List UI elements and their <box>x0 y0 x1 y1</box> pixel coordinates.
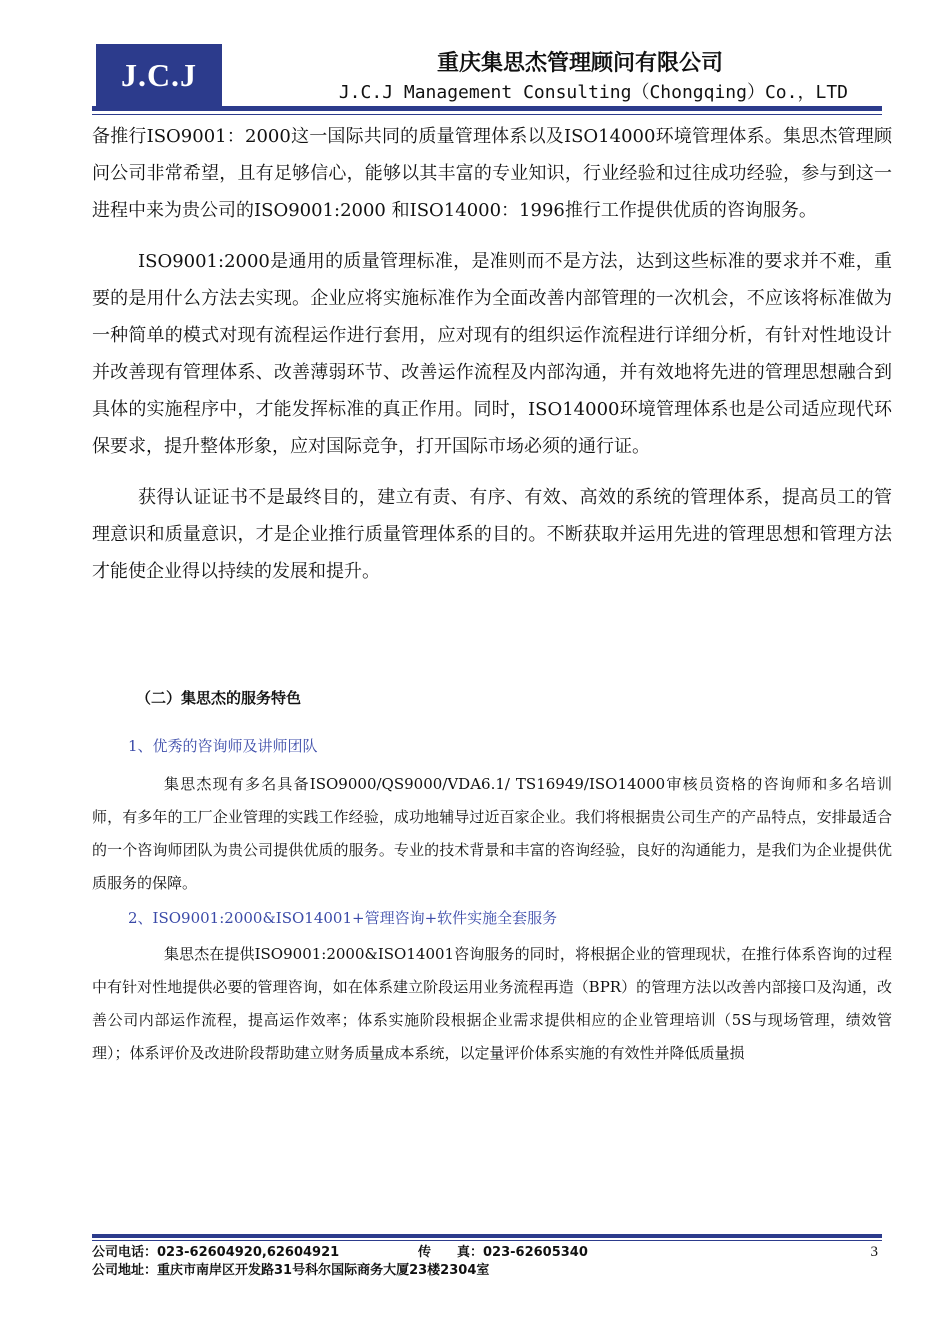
paragraph-services: 集思杰在提供ISO9001:2000&ISO14001咨询服务的同时，将根据企业的管理现状，在推行体系咨询的过程中有针对性地提供必要的管理咨询，如在体系建立阶段运用业务流程再造（BPR）的管理方法以改善内部接口及沟通，改善公司内部运作流程，提高运作效率；体系实施阶段根据企业需求提供相应的企业管理培训（5S与现场管理，绩效管理）；体系评价及改进阶段帮助建立财务质量成本系统，以定量评价体系实施的有效性并降低质量损 <box>92 945 892 1062</box>
footer-rule-thin <box>92 1240 882 1241</box>
subsection-title-services: 2、ISO9001:2000&ISO14001+管理咨询+软件实施全套服务 <box>128 909 558 927</box>
company-name-en: J.C.J Management Consulting（Chongqing）Co.，LTD <box>338 82 848 103</box>
company-logo: J.C.J <box>96 44 222 106</box>
page-body <box>92 118 892 1070</box>
paragraph-intro: 备推行ISO9001：2000这一国际共同的质量管理体系以及ISO14000环境管理体系。集思杰管理顾问公司非常希望，且有足够信心，能够以其丰富的专业知识，行业经验和过往成功经验，参与到这一进程中来为贵公司的ISO9001:2000 和ISO14000：1996推行工作提供优质的咨询服务。 <box>92 126 892 221</box>
paragraph-team: 集思杰现有多名具备ISO9000/QS9000/VDA6.1/ TS16949/ISO14000审核员资格的咨询师和多名培训师，有多年的工厂企业管理的实践工作经验，成功地辅导过近百家企业。我们将根据贵公司生产的产品特点，安排最适合的一个咨询师团队为贵公司提供优质的服务。专业的技术背景和丰富的咨询经验，良好的沟通能力，是我们为企业提供优质服务的保障。 <box>92 775 892 892</box>
paragraph-iso9001: ISO9001:2000是通用的质量管理标准，是准则而不是方法，达到这些标准的要求并不难，重要的是用什么方法去实现。企业应将实施标准作为全面改善内部管理的一次机会，不应该将标准做为一种简单的模式对现有流程运作进行套用，应对现有的组织运作流程进行详细分析，有针对性地设计并改善现有管理体系、改善薄弱环节、改善运作流程及内部沟通，并有效地将先进的管理思想融合到具体的实施程序中，才能发挥标准的真正作用。同时，ISO14000环境管理体系也是公司适应现代环保要求，提升整体形象，应对国际竞争，打开国际市场必须的通行证。 <box>92 251 892 457</box>
footer-fax: 传 真：023-62605340 <box>418 1245 588 1260</box>
footer-rule-thick <box>92 1234 882 1238</box>
subsection-title-team: 1、优秀的咨询师及讲师团队 <box>128 737 318 755</box>
footer-address: 公司地址：重庆市南岸区开发路31号科尔国际商务大厦23楼2304室 <box>92 1263 490 1278</box>
page-number: 3 <box>870 1244 878 1260</box>
footer-phone: 公司电话：023-62604920,62604921 <box>92 1245 340 1260</box>
section-title: （二）集思杰的服务特色 <box>136 689 302 707</box>
paragraph-certification: 获得认证证书不是最终目的，建立有责、有序、有效、高效的系统的管理体系，提高员工的管理意识和质量意识，才是企业推行质量管理体系的目的。不断获取并运用先进的管理思想和管理方法才能使企业得以持续的发展和提升。 <box>92 487 892 582</box>
company-name-cn: 重庆集思杰管理顾问有限公司 <box>436 51 723 76</box>
